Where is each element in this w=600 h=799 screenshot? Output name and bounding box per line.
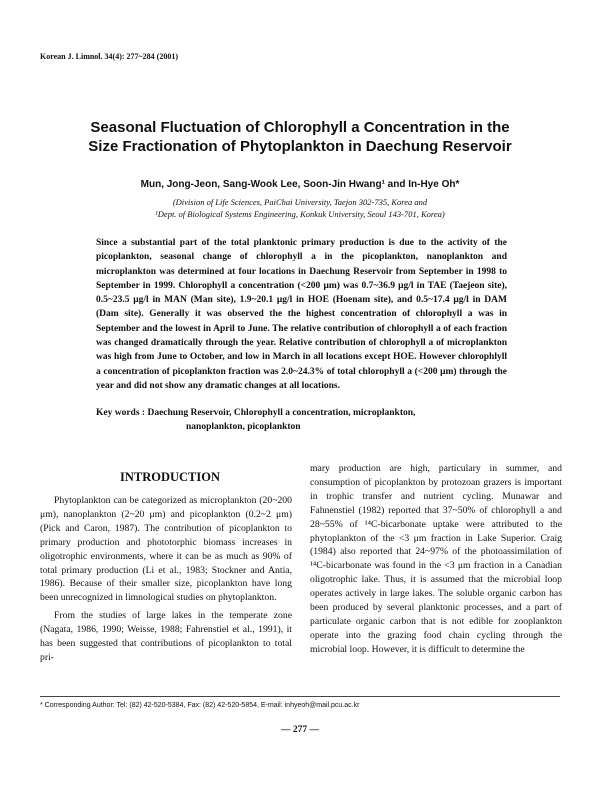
section-heading: INTRODUCTION [119,470,220,484]
title-line-2: Size Fractionation of Phytoplankton in Daechung Reservoir [88,138,512,155]
page-number: — 277 — [281,725,319,735]
keywords-label: Key words : [96,408,146,418]
keywords [96,406,507,435]
intro-paragraph-2: From the studies of large lakes in the temperate zone (Nagata, 1986, 1990; Weisse, 1988; Fahrenstiel et al., 1991), it has been suggested that contributions of picoplankton to total pri- [40,610,292,663]
title-line-1: Seasonal Fluctuation of Chlorophyll a Concentration in the [90,119,510,136]
abstract: Since a substantial part of the total planktonic primary production is due to the activity of the picoplankton, seasonal change of chlorophyll a in the picoplankton, nanoplankton and microplankton was determined at four locations in Daechung Reservoir from September in 1998 to September in 1999. Chlorophyll a concentration (<200 μm) was 0.7~36.9 μg/l in TAE (Taejeon site), 0.5~23.5 μg/l in MAN (Man site), 1.9~20.1 μg/l in HOE (Hoenam site), and 0.5~17.4 μg/l in DAM (Dam site). Generally it was observed the the highest concentration of chlorophyll a was in September and the lowest in April to June. The relative contribution of chlorophyll a of each fraction was changed dramatically through the year. Relative contribution of chlorophyll a of microplankton was high from June to October, and low in March in all locations except HOE. However chlorophlyll a concentration of picoplankton fraction was 2.0~24.3% of total chlorophyll a (<200 μm) through the year and did not show any dramatic changes at all locations. [96,238,507,391]
paper-title [40,118,560,156]
keywords-line-1: Daechung Reservoir, Chlorophyll a concentration, microplankton, [147,408,416,418]
intro-paragraph-continued: mary production are high, particulary in summer, and consumption of picoplankton by protozoan grazers is important in trophic transfer and nutrient cycling. Munawar and Fahnenstiel (1982) reported that 37~50% of chlorophyll a and 28~55% of ¹⁴C-bicarbonate uptake were attributed to the phytoplankton of the <3 μm fraction in Lake Superior. Craig (1984) also reported that 24~97% of the photoassimilation of ¹⁴C-bicarbonate was found in the <3 μm fraction in a Canadian oligotrophic lake. Thus, it is assumed that the microbial loop operates actively in large lakes. The soluble organic carbon has been produced by several planktonic processes, and a part of particulate organic carbon that is not edible for zooplankton operate into the grazing food chain cycling through the microbial loop. However, it is difficult to determine the [310,463,562,655]
affiliations [40,196,560,220]
left-column [40,494,292,665]
affiliation-1: (Division of Life Sciences, PaiChai University, Taejon 302-735, Korea and [172,197,428,207]
corresponding-author-footnote: * Corresponding Author: Tel: (82) 42-520-5384, Fax: (82) 42-520-5854, E-mail: inhyeoh@mail.pcu.ac.kr [40,702,360,709]
right-column [310,462,562,657]
keywords-line-2: nanoplankton, picoplankton [186,422,301,433]
affiliation-2: ¹Dept. of Biological Systems Engineering, Konkuk University, Seoul 143-701, Korea) [155,209,445,219]
author-list: Mun, Jong-Jeon, Sang-Wook Lee, Soon-Jin Hwang¹ and In-Hye Oh* [140,179,460,190]
journal-citation: Korean J. Limnol. 34(4): 277~284 (2001) [40,52,179,61]
intro-paragraph-1: Phytoplankton can be categorized as microplankton (20~200 μm), nanoplankton (2~20 μm) and picoplankton (0.2~2 μm) (Pick and Caron, 1987). The contribution of picoplankton to primary production and phototorphic biomass increases in oligotrophic environments, where it can be as much as 90% of total primary production (Li et al., 1983; Stockner and Antia, 1986). Because of their smaller size, picoplankton have long been unrecognized in limnological studies on phytoplankton. [40,495,292,604]
footnote-divider [40,696,560,697]
